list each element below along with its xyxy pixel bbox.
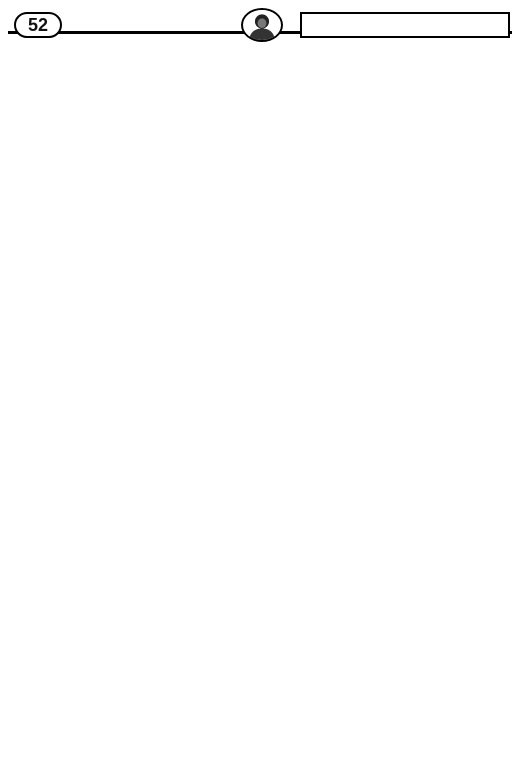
saint-portrait-icon (241, 8, 283, 42)
page-number: 52 (14, 12, 62, 38)
running-title (300, 12, 510, 38)
page-header (8, 8, 512, 42)
